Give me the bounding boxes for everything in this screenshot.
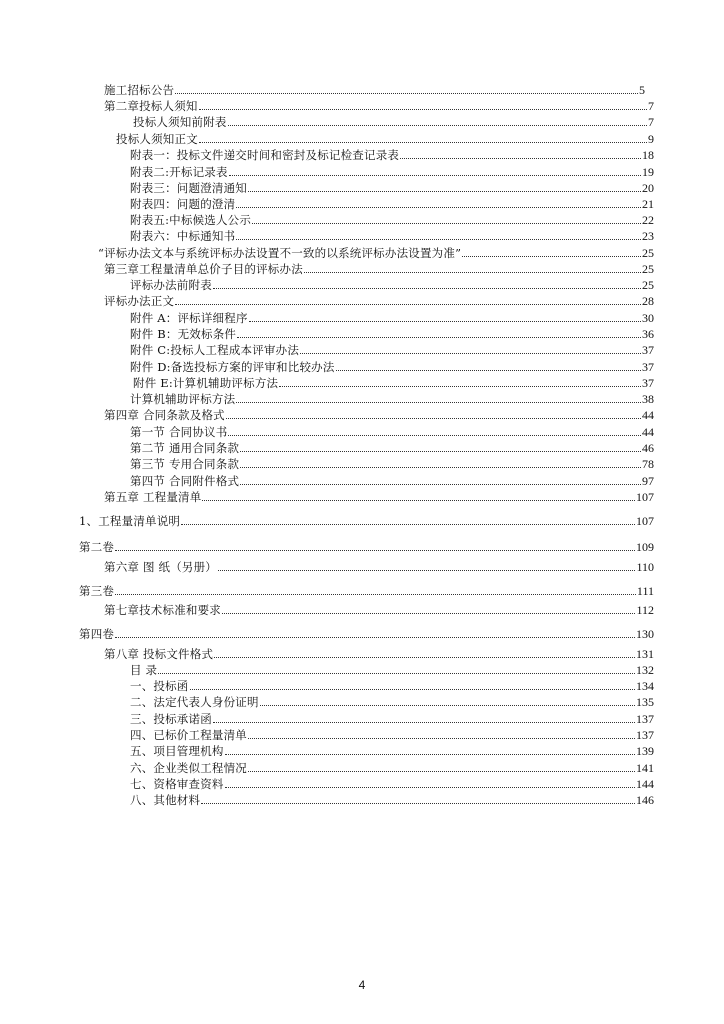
- toc-entry-title: 第三节 专用合同条款: [130, 457, 240, 471]
- toc-entry[interactable]: [130, 325, 654, 341]
- toc-entry[interactable]: [130, 661, 654, 677]
- toc-entry[interactable]: [130, 455, 654, 471]
- toc-dot-leader: [252, 222, 641, 224]
- toc-dot-leader: [225, 753, 635, 755]
- toc-dot-leader: [237, 336, 641, 338]
- toc-entry-title: 四、已标价工程量清单: [130, 728, 247, 742]
- toc-entry[interactable]: [104, 97, 654, 113]
- toc-dot-leader: [462, 255, 641, 257]
- toc-dot-leader: [175, 92, 638, 94]
- toc-entry-title: 评标办法前附表: [130, 278, 212, 292]
- toc-entry-page: 37: [642, 343, 654, 357]
- toc-dot-leader: [279, 385, 641, 387]
- toc-entry-title: 附表四：问题的澄清: [130, 197, 236, 211]
- toc-entry[interactable]: [130, 358, 654, 374]
- toc-entry-title: 第四节 合同附件格式: [130, 474, 240, 488]
- toc-entry[interactable]: [79, 625, 654, 641]
- toc-dot-leader: [115, 593, 636, 595]
- toc-entry[interactable]: [130, 677, 654, 693]
- toc-dot-leader: [236, 206, 641, 208]
- toc-entry-title: 第二节 通用合同条款: [130, 441, 240, 455]
- toc-entry-title: 投标人须知正文: [116, 132, 198, 146]
- toc-dot-leader: [336, 369, 641, 371]
- toc-entry[interactable]: [98, 244, 654, 260]
- toc-entry-title: 第六章 图 纸（另册）: [104, 560, 218, 574]
- toc-entry[interactable]: [130, 791, 654, 807]
- toc-entry-title: 第三卷: [79, 584, 115, 598]
- toc-entry-page: 107: [636, 490, 654, 504]
- toc-dot-leader: [228, 124, 647, 126]
- toc-entry[interactable]: [130, 710, 654, 726]
- toc-entry-title: 五、项目管理机构: [130, 744, 224, 758]
- toc-dot-leader: [304, 271, 641, 273]
- toc-entry[interactable]: [104, 645, 654, 661]
- toc-entry-title: 1、工程量清单说明: [79, 514, 181, 528]
- toc-dot-leader: [115, 636, 635, 638]
- toc-dot-leader: [175, 303, 641, 305]
- toc-entry[interactable]: [130, 742, 654, 758]
- toc-entry-page: 146: [636, 793, 654, 807]
- toc-entry-title: 三、投标承诺函: [130, 712, 212, 726]
- page-number: 4: [358, 978, 366, 992]
- toc-entry-page: 111: [636, 584, 654, 598]
- toc-entry[interactable]: [79, 512, 654, 528]
- toc-entry-page: 20: [642, 181, 654, 195]
- toc-entry[interactable]: [130, 309, 654, 325]
- toc-entry-title: 七、资格审查资料: [130, 777, 224, 791]
- toc-entry[interactable]: [130, 227, 654, 243]
- toc-dot-leader: [236, 238, 641, 240]
- toc-entry-page: 37: [642, 360, 654, 374]
- toc-dot-leader: [225, 786, 635, 788]
- toc-entry-page: 23: [642, 229, 654, 243]
- toc-entry-page: 7: [648, 99, 654, 113]
- toc-entry-page: 25: [642, 246, 654, 260]
- toc-entry-title: 附表五:中标候选人公示: [130, 213, 252, 227]
- toc-entry-title: 第四章 合同条款及格式: [104, 408, 225, 422]
- toc-entry[interactable]: [130, 472, 654, 488]
- toc-entry-title: 投标人须知前附表: [133, 115, 227, 129]
- toc-entry[interactable]: [116, 130, 654, 146]
- toc-entry-page: 130: [636, 627, 654, 641]
- toc-dot-leader: [248, 190, 641, 192]
- toc-entry[interactable]: [104, 81, 645, 97]
- toc-entry-title: 第二章投标人须知: [104, 99, 198, 113]
- toc-entry-page: 110: [636, 560, 654, 574]
- toc-entry-page: 25: [642, 262, 654, 276]
- toc-entry-page: 36: [642, 327, 654, 341]
- toc-entry-title: 第四卷: [79, 627, 115, 641]
- toc-dot-leader: [181, 523, 635, 525]
- toc-dot-leader: [199, 141, 647, 143]
- toc-entry[interactable]: [130, 163, 654, 179]
- toc-entry[interactable]: [130, 390, 654, 406]
- toc-entry-page: 21: [642, 197, 654, 211]
- toc-entry-title: “评标办法文本与系统评标办法设置不一致的以系统评标办法设置为准”: [98, 246, 462, 260]
- toc-dot-leader: [240, 450, 641, 452]
- toc-entry[interactable]: [133, 374, 654, 390]
- toc-entry-title: 附件 E:计算机辅助评标方法: [133, 376, 279, 390]
- toc-entry[interactable]: [130, 179, 654, 195]
- toc-dot-leader: [400, 157, 641, 159]
- toc-entry[interactable]: [130, 211, 654, 227]
- toc-entry[interactable]: [130, 341, 654, 357]
- toc-entry-title: 八、其他材料: [130, 793, 201, 807]
- toc-entry-page: 22: [642, 213, 654, 227]
- toc-entry[interactable]: [104, 406, 654, 422]
- toc-dot-leader: [248, 770, 635, 772]
- toc-entry[interactable]: [130, 693, 654, 709]
- toc-entry-title: 第一节 合同协议书: [130, 425, 228, 439]
- toc-entry[interactable]: [79, 582, 654, 598]
- toc-dot-leader: [240, 466, 641, 468]
- toc-entry-title: 计算机辅助评标方法: [130, 392, 236, 406]
- toc-dot-leader: [240, 483, 641, 485]
- toc-dot-leader: [213, 721, 635, 723]
- toc-dot-leader: [201, 802, 635, 804]
- toc-entry-page: 9: [648, 132, 654, 146]
- toc-entry-page: 18: [642, 148, 654, 162]
- toc-entry[interactable]: [130, 759, 654, 775]
- toc-entry-page: 7: [648, 115, 654, 129]
- toc-entry-page: 144: [636, 777, 654, 791]
- toc-entry-page: 132: [636, 663, 654, 677]
- toc-dot-leader: [222, 612, 635, 614]
- toc-entry[interactable]: [130, 775, 654, 791]
- toc-entry-title: 附件 C:投标人工程成本评审办法: [130, 343, 300, 357]
- toc-dot-leader: [260, 704, 635, 706]
- toc-entry[interactable]: [79, 538, 654, 554]
- toc-entry-title: 评标办法正文: [104, 294, 175, 308]
- toc-entry-title: 第三章工程量清单总价子目的评标办法: [104, 262, 303, 276]
- toc-entry-title: 施工招标公告: [104, 83, 175, 97]
- toc-entry-page: 5: [639, 83, 645, 97]
- toc-dot-leader: [226, 417, 641, 419]
- toc-entry[interactable]: [104, 260, 654, 276]
- toc-entry-page: 137: [636, 712, 654, 726]
- toc-entry[interactable]: [104, 601, 654, 617]
- toc-entry-page: 30: [642, 311, 654, 325]
- toc-dot-leader: [229, 174, 641, 176]
- toc-entry[interactable]: [130, 146, 654, 162]
- toc-entry[interactable]: [104, 488, 654, 504]
- toc-dot-leader: [202, 499, 635, 501]
- toc-dot-leader: [236, 401, 641, 403]
- toc-entry-title: 附表六：中标通知书: [130, 229, 236, 243]
- toc-entry-page: 19: [642, 165, 654, 179]
- toc-entry-title: 附件 A：评标详细程序: [130, 311, 248, 325]
- toc-entry-title: 第五章 工程量清单: [104, 490, 202, 504]
- toc-entry-page: 112: [636, 603, 654, 617]
- toc-entry-page: 38: [642, 392, 654, 406]
- toc-entry-page: 141: [636, 761, 654, 775]
- toc-entry-title: 六、企业类似工程情况: [130, 761, 247, 775]
- toc-entry[interactable]: [130, 439, 654, 455]
- toc-entry[interactable]: [104, 558, 654, 574]
- toc-entry[interactable]: [104, 292, 654, 308]
- toc-entry[interactable]: [130, 276, 654, 292]
- toc-entry-page: 28: [642, 294, 654, 308]
- toc-entry-page: 131: [636, 647, 654, 661]
- toc-entry-page: 44: [642, 425, 654, 439]
- toc-entry-title: 第二卷: [79, 540, 115, 554]
- toc-dot-leader: [199, 108, 647, 110]
- toc-entry-page: 78: [642, 457, 654, 471]
- toc-entry-title: 第七章技术标准和要求: [104, 603, 221, 617]
- toc-entry-title: 第八章 投标文件格式: [104, 647, 214, 661]
- toc-dot-leader: [249, 320, 641, 322]
- toc-entry-page: 137: [636, 728, 654, 742]
- toc-dot-leader: [248, 737, 635, 739]
- toc-entry-title: 附件 D:备选投标方案的评审和比较办法: [130, 360, 335, 374]
- toc-entry-page: 46: [642, 441, 654, 455]
- toc-entry-title: 附表一：投标文件递交时间和密封及标记检查记录表: [130, 148, 400, 162]
- toc-entry-page: 134: [636, 679, 654, 693]
- toc-dot-leader: [158, 672, 635, 674]
- toc-entry[interactable]: [133, 113, 654, 129]
- toc-dot-leader: [300, 352, 641, 354]
- toc-dot-leader: [228, 434, 641, 436]
- toc-entry-title: 附表二:开标记录表: [130, 165, 228, 179]
- toc-entry[interactable]: [130, 726, 654, 742]
- toc-entry-page: 97: [642, 474, 654, 488]
- toc-entry-title: 二、法定代表人身份证明: [130, 695, 259, 709]
- toc-dot-leader: [190, 688, 636, 690]
- toc-entry-page: 107: [636, 514, 654, 528]
- toc-entry-page: 135: [636, 695, 654, 709]
- toc-dot-leader: [115, 549, 635, 551]
- toc-entry-page: 139: [636, 744, 654, 758]
- toc-entry-page: 44: [642, 408, 654, 422]
- toc-entry-title: 附件 B：无效标条件: [130, 327, 237, 341]
- toc-dot-leader: [218, 569, 635, 571]
- toc-entry-title: 目 录: [130, 663, 158, 677]
- toc-entry-page: 25: [642, 278, 654, 292]
- toc-dot-leader: [213, 287, 641, 289]
- toc-entry-title: 一、投标函: [130, 679, 189, 693]
- toc-entry[interactable]: [130, 423, 654, 439]
- toc-entry-page: 37: [642, 376, 654, 390]
- toc-entry[interactable]: [130, 195, 654, 211]
- toc-entry-page: 109: [636, 540, 654, 554]
- toc-dot-leader: [214, 656, 635, 658]
- toc-entry-title: 附表三：问题澄清通知: [130, 181, 247, 195]
